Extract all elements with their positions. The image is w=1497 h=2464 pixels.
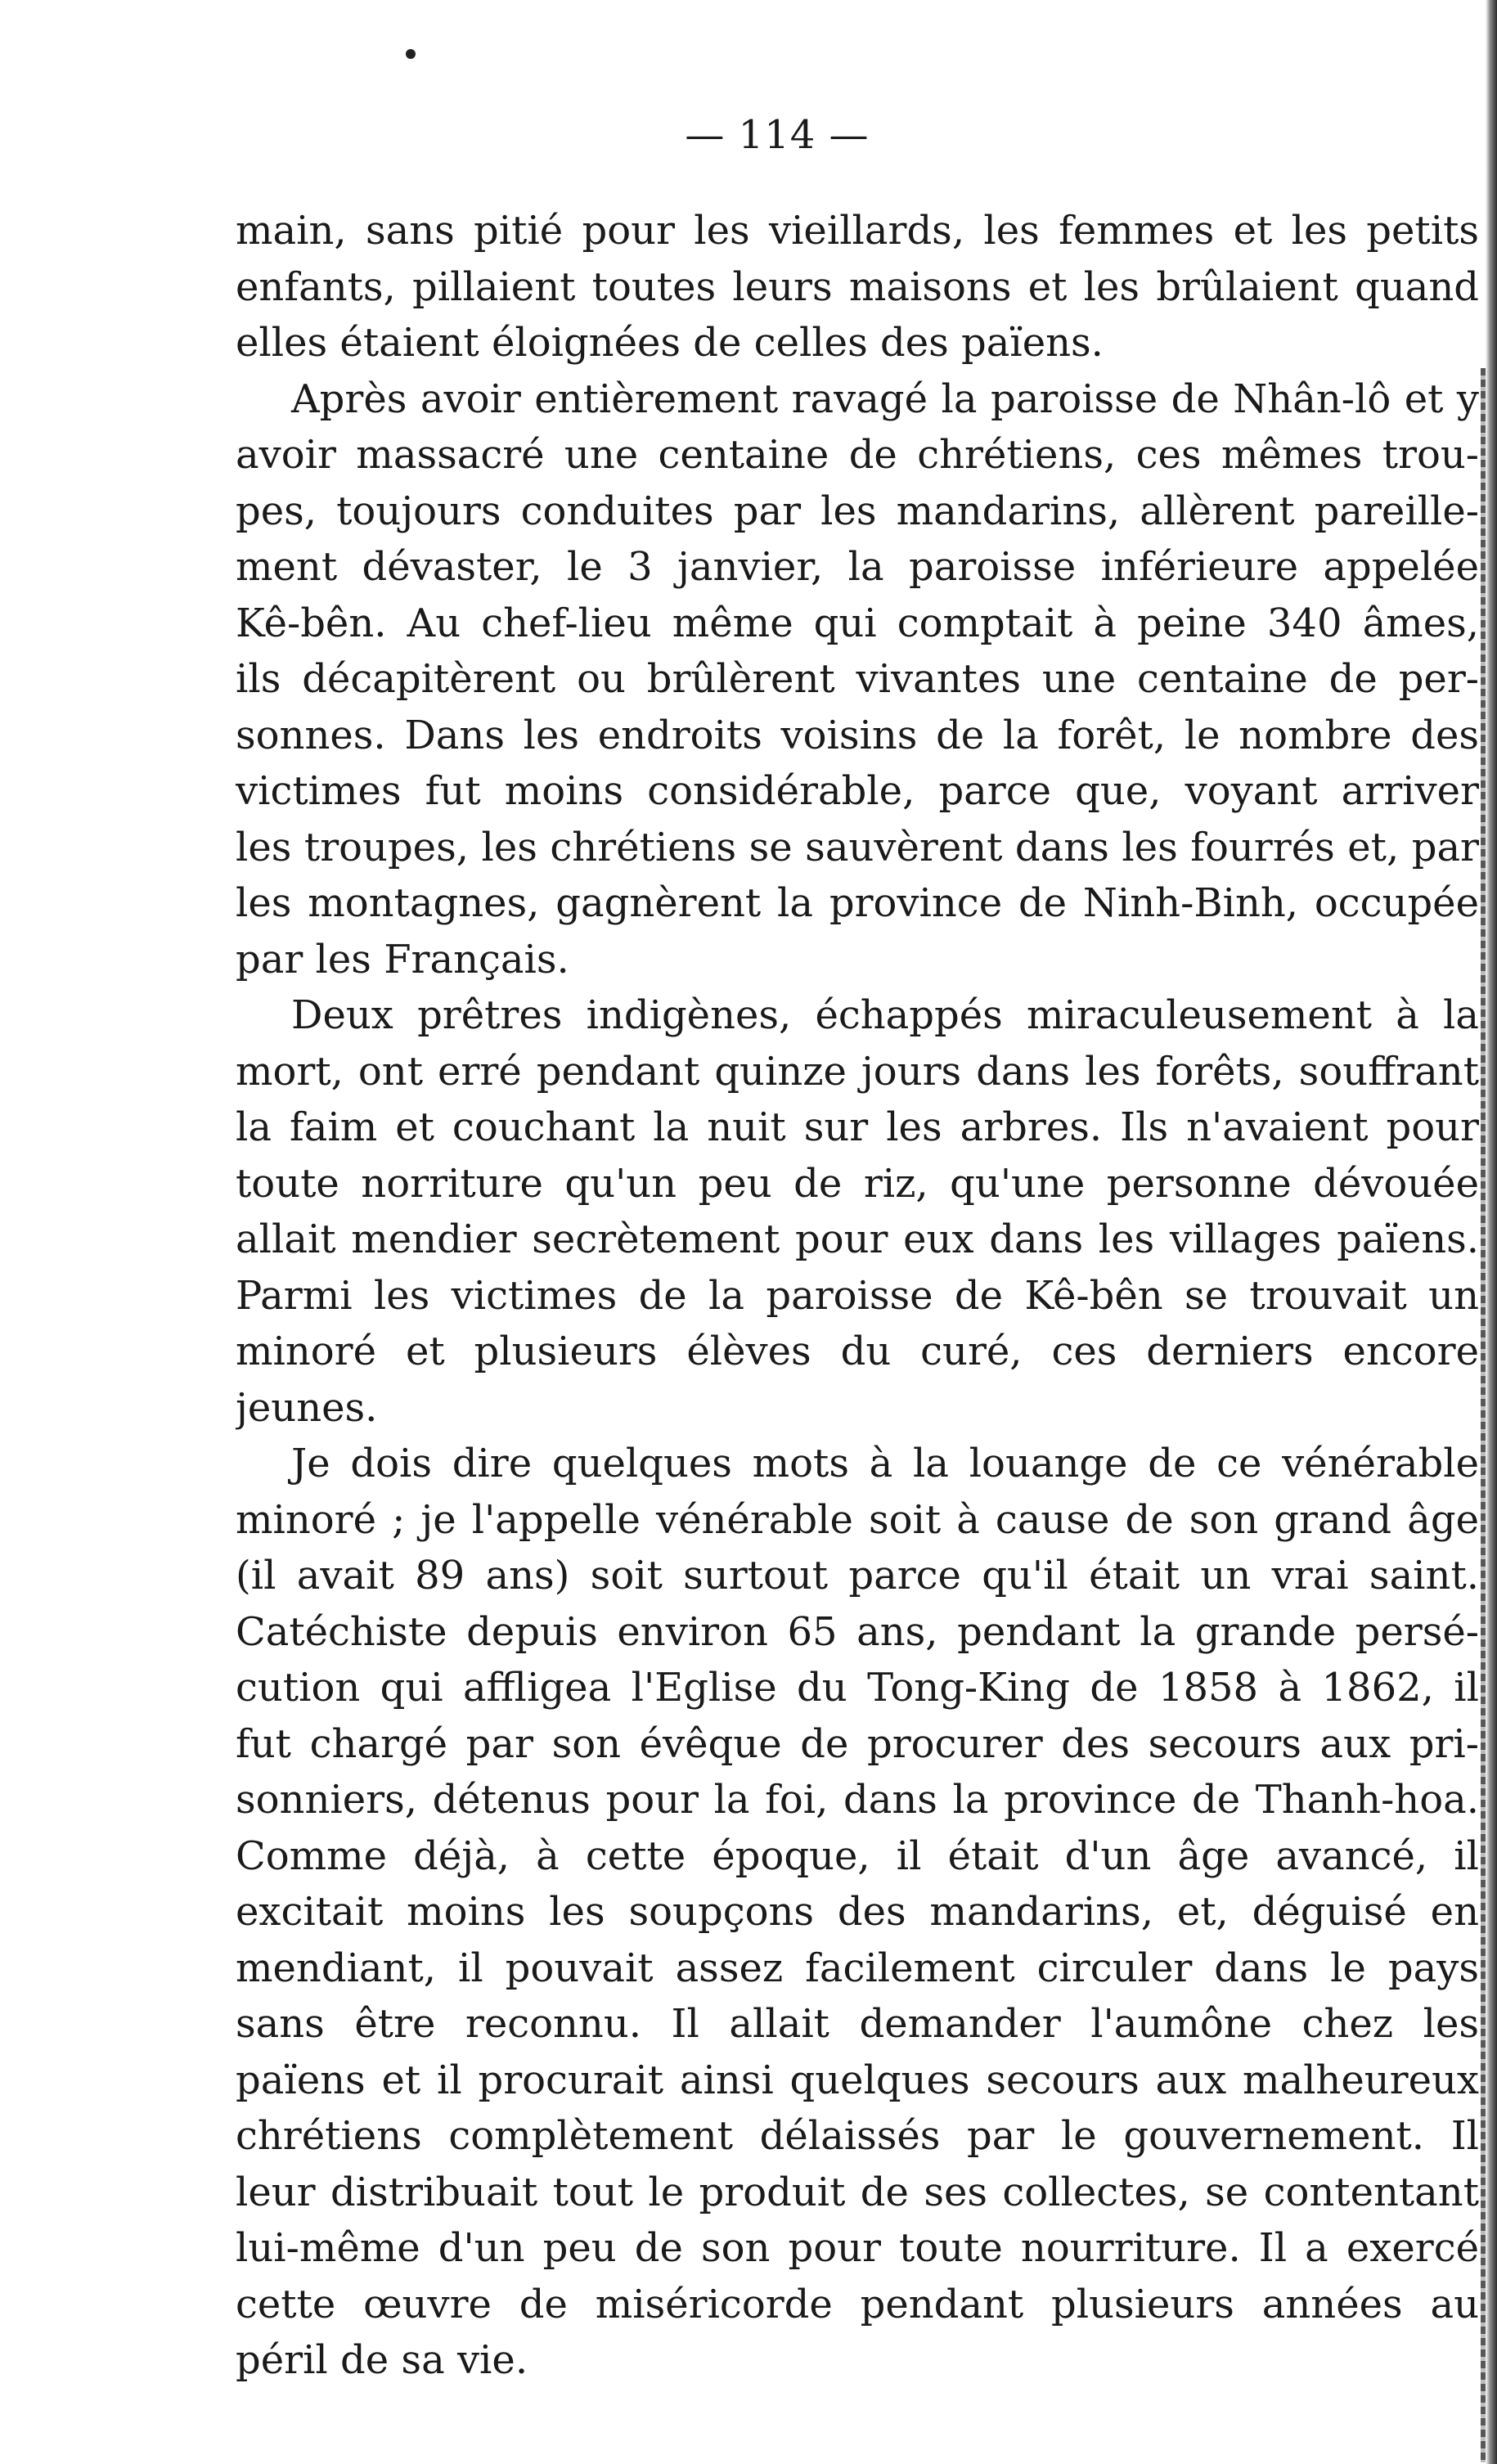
text-line: sonniers, détenus pour la foi, dans la province de Thanh-hoa.: [236, 1777, 1479, 1823]
text-line: sans être reconnu. Il allait demander l'aumône chez les: [236, 2001, 1479, 2047]
text-line: allait mendier secrètement pour eux dans les villages païens.: [236, 1216, 1479, 1262]
scanned-page-edge: [1486, 0, 1497, 2464]
paragraph: [236, 371, 1479, 988]
text-line: Catéchiste depuis environ 65 ans, pendant la grande persé-: [236, 1608, 1479, 1655]
text-line: péril de sa vie.: [236, 2337, 528, 2383]
text-line: avoir massacré une centaine de chrétiens, ces mêmes trou-: [236, 432, 1479, 478]
text-line: toute norriture qu'un peu de riz, qu'une personne dévouée: [236, 1160, 1479, 1207]
text-line: païens et il procurait ainsi quelques secours aux malheureux: [236, 2057, 1479, 2103]
text-line: minoré ; je l'appelle vénérable soit à cause de son grand âge: [236, 1496, 1479, 1543]
ink-speck: [406, 49, 416, 59]
text-line: par les Français.: [236, 936, 569, 982]
text-line: lui-même d'un peu de son pour toute nourriture. Il a exercé: [236, 2225, 1479, 2271]
text-line: Deux prêtres indigènes, échappés miraculeusement à la: [291, 992, 1479, 1038]
text-line: Comme déjà, à cette époque, il était d'un âge avancé, il: [236, 1832, 1479, 1879]
text-line: victimes fut moins considérable, parce que, voyant arriver: [236, 768, 1479, 814]
text-line: la faim et couchant la nuit sur les arbres. Ils n'avaient pour: [236, 1104, 1479, 1150]
text-line: cette œuvre de miséricorde pendant plusieurs années au: [236, 2281, 1479, 2327]
page-number: — 114 —: [685, 112, 870, 158]
text-line: leur distribuait tout le produit de ses collectes, se contentant: [236, 2169, 1479, 2215]
text-line: main, sans pitié pour les vieillards, les femmes et les petits: [236, 208, 1479, 254]
text-line: fut chargé par son évêque de procurer des secours aux pri-: [236, 1720, 1479, 1767]
paragraph: [236, 1436, 1479, 2389]
text-line: les troupes, les chrétiens se sauvèrent dans les fourrés et, par: [236, 824, 1479, 870]
text-line: mort, ont erré pendant quinze jours dans les forêts, souffrant: [236, 1048, 1479, 1095]
text-line: les montagnes, gagnèrent la province de Ninh-Binh, occupée: [236, 880, 1479, 926]
paragraph: [236, 987, 1479, 1436]
text-line: ment dévaster, le 3 janvier, la paroisse inférieure appelée: [236, 544, 1479, 590]
text-line: enfants, pillaient toutes leurs maisons et les brûlaient quand: [236, 263, 1479, 310]
text-line: mendiant, il pouvait assez facilement circuler dans le pays: [236, 1945, 1479, 1991]
text-line: Parmi les victimes de la paroisse de Kê-bên se trouvait un: [236, 1272, 1479, 1319]
text-line: Après avoir entièrement ravagé la paroisse de Nhân-lô et y: [291, 375, 1479, 422]
text-line: Kê-bên. Au chef-lieu même qui comptait à peine 340 âmes,: [236, 600, 1479, 646]
text-line: jeunes.: [236, 1384, 378, 1431]
paragraph: [236, 203, 1479, 371]
text-line: ils décapitèrent ou brûlèrent vivantes une centaine de per-: [236, 656, 1479, 702]
text-line: excitait moins les soupçons des mandarins, et, déguisé en: [236, 1889, 1479, 1935]
body-text: [236, 203, 1479, 2389]
scanned-page-edge-texture: [1481, 368, 1486, 2462]
text-line: cution qui affligea l'Eglise du Tong-King de 1858 à 1862, il: [236, 1665, 1479, 1711]
text-line: sonnes. Dans les endroits voisins de la forêt, le nombre des: [236, 712, 1479, 758]
text-line: pes, toujours conduites par les mandarins, allèrent pareille-: [236, 488, 1479, 534]
text-line: Je dois dire quelques mots à la louange de ce vénérable: [291, 1441, 1479, 1486]
text-line: (il avait 89 ans) soit surtout parce qu'il était un vrai saint.: [236, 1553, 1479, 1598]
text-line: elles étaient éloignées de celles des païens.: [236, 320, 1104, 366]
text-line: minoré et plusieurs élèves du curé, ces derniers encore: [236, 1329, 1479, 1374]
text-line: chrétiens complètement délaissés par le gouvernement. Il: [236, 2113, 1479, 2159]
